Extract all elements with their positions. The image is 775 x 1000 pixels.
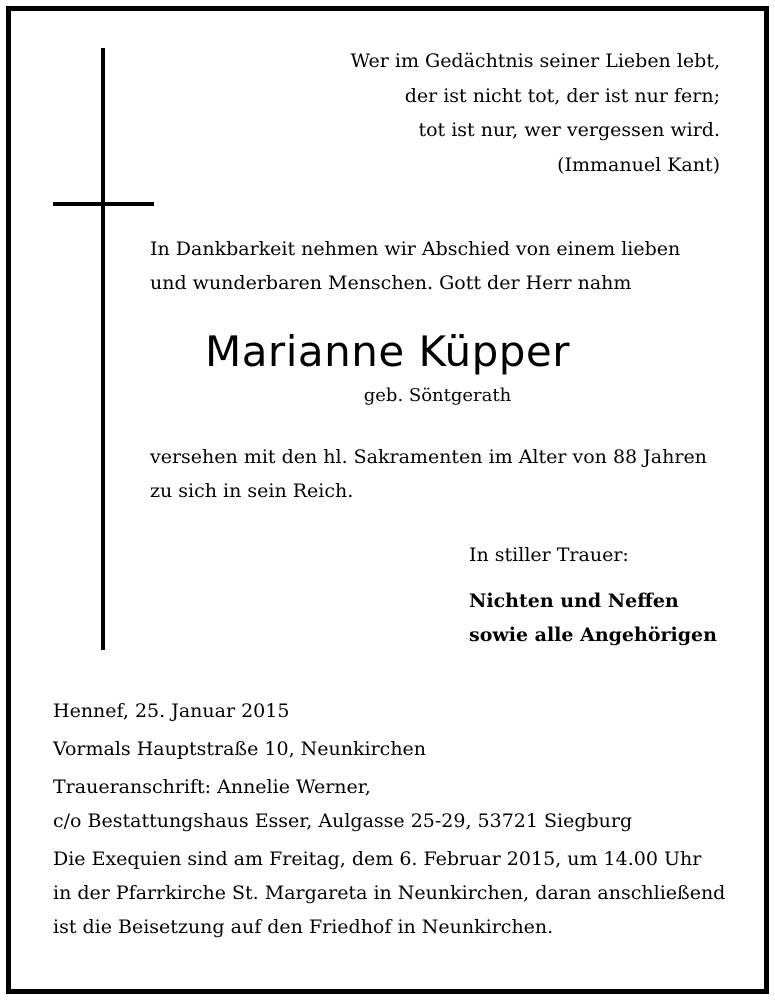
former-address: Vormals Hauptstraße 10, Neunkirchen xyxy=(53,738,427,760)
mourning-label: In stiller Trauer: xyxy=(469,544,629,566)
contact-address-line: c/o Bestattungshaus Esser, Aulgasse 25-29, 53721 Siegburg xyxy=(53,810,633,832)
cross-icon-bar xyxy=(53,202,154,206)
place-date: Hennef, 25. Januar 2015 xyxy=(53,700,290,722)
contact-address-line: Traueranschrift: Annelie Werner, xyxy=(53,776,371,798)
deceased-name: Marianne Küpper xyxy=(204,327,571,376)
service-line: in der Pfarrkirche St. Margareta in Neunkirchen, daran anschließend xyxy=(53,882,726,904)
footer-details xyxy=(53,694,725,944)
mourner-line: Nichten und Neffen xyxy=(469,590,679,612)
quote-line: Wer im Gedächtnis seiner Lieben lebt, xyxy=(350,50,720,72)
passing-text xyxy=(150,440,707,508)
quote-author: (Immanuel Kant) xyxy=(557,153,720,176)
kant-quote xyxy=(351,44,720,182)
intro-text xyxy=(150,232,680,300)
passing-line: zu sich in sein Reich. xyxy=(150,480,354,502)
quote-line: tot ist nur, wer vergessen wird. xyxy=(418,119,720,141)
service-line: ist die Beisetzung auf den Friedhof in Neunkirchen. xyxy=(53,916,554,938)
service-line: Die Exequien sind am Freitag, dem 6. Februar 2015, um 14.00 Uhr xyxy=(53,848,702,870)
passing-line: versehen mit den hl. Sakramenten im Alter von 88 Jahren xyxy=(150,446,707,468)
mourners-list xyxy=(469,584,717,652)
intro-line: und wunderbaren Menschen. Gott der Herr nahm xyxy=(150,272,632,294)
mourner-line: sowie alle Angehörigen xyxy=(469,624,717,646)
quote-line: der ist nicht tot, der ist nur fern; xyxy=(404,84,720,107)
intro-line: In Dankbarkeit nehmen wir Abschied von einem lieben xyxy=(150,238,681,260)
maiden-name: geb. Söntgerath xyxy=(363,385,512,406)
